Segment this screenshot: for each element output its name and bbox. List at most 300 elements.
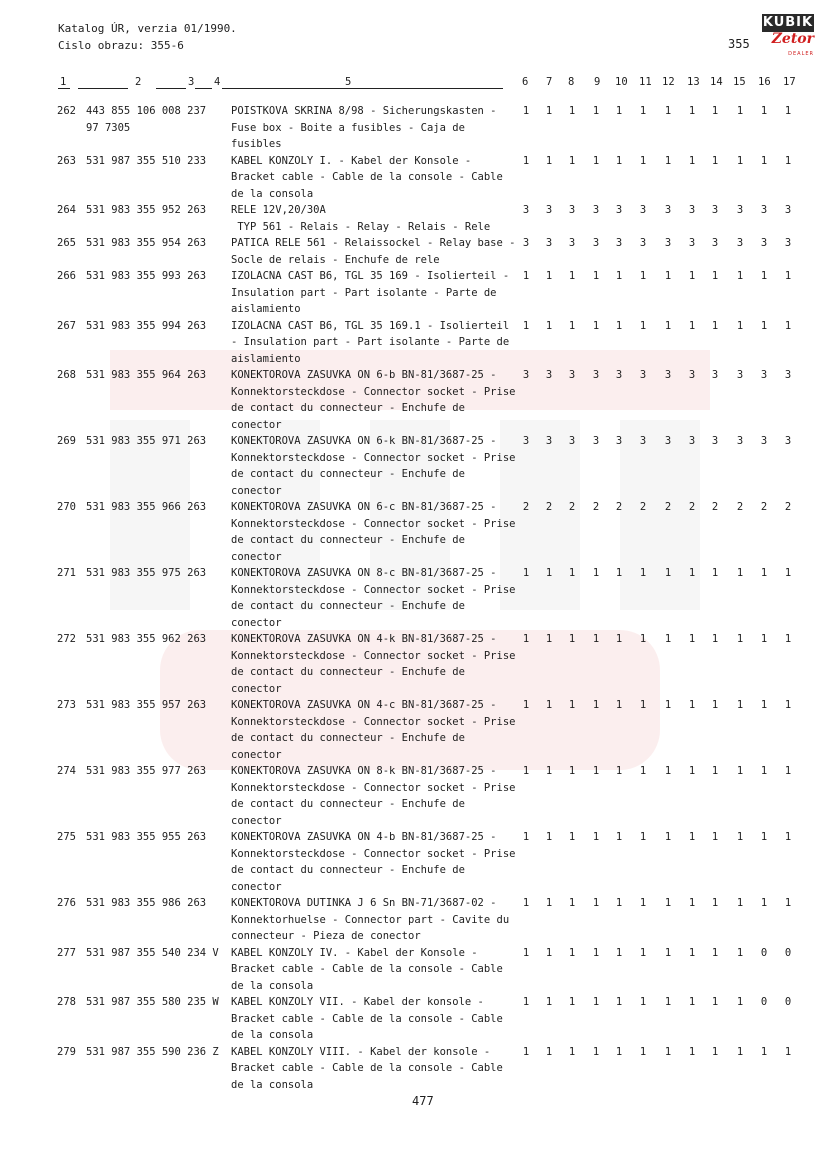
quantity-cell: 1	[736, 1045, 744, 1058]
quantity-cell: 1	[664, 897, 672, 909]
quantity-cell: 1	[736, 831, 744, 843]
quantity-cell: 1	[615, 831, 623, 843]
quantity-cell: 1	[545, 831, 553, 843]
quantity-cell: 1	[639, 699, 647, 711]
quantity-cell: 1	[784, 319, 792, 332]
quantity-cell: 1	[522, 567, 530, 579]
quantity-cell: 3	[592, 204, 600, 216]
quantity-cell: 2	[760, 501, 768, 513]
quantity-cell: 1	[760, 633, 768, 645]
quantity-cell: 1	[639, 567, 647, 579]
quantity-cell: 1	[688, 996, 696, 1008]
quantity-cell: 1	[545, 946, 553, 959]
item-number: 274	[57, 765, 76, 777]
quantity-cell: 1	[760, 319, 768, 332]
quantity-cell: 1	[639, 996, 647, 1008]
quantity-cell: 1	[615, 154, 623, 167]
column-header-14: 14	[710, 76, 723, 88]
quantity-cell: 1	[545, 633, 553, 645]
table-row	[0, 829, 826, 895]
quantity-cell: 1	[545, 996, 553, 1008]
quantity-cell: 2	[639, 501, 647, 513]
quantity-cell: 3	[545, 237, 553, 249]
item-number: 263	[57, 154, 76, 167]
column-header-6: 6	[522, 76, 529, 88]
quantity-cell: 3	[664, 237, 672, 249]
quantity-cell: 1	[711, 319, 719, 332]
column-header-13: 13	[687, 76, 700, 88]
quantity-cell: 3	[736, 204, 744, 216]
quantity-cell: 3	[545, 369, 553, 381]
quantity-cell: 1	[711, 996, 719, 1008]
table-row	[0, 367, 826, 433]
item-number: 276	[57, 897, 76, 909]
column-rule	[156, 88, 186, 89]
quantity-cell: 1	[592, 897, 600, 909]
quantity-cell: 1	[688, 765, 696, 777]
quantity-cell: 1	[711, 270, 719, 282]
part-number: 531 983 355 964 263	[86, 369, 207, 381]
quantity-cell: 1	[522, 154, 530, 167]
table-row	[0, 631, 826, 697]
quantity-cell: 1	[711, 154, 719, 167]
quantity-cell: 3	[639, 435, 647, 447]
quantity-cell: 1	[639, 105, 647, 117]
quantity-cell: 1	[639, 154, 647, 167]
quantity-cell: 3	[592, 369, 600, 381]
quantity-cell: 3	[760, 204, 768, 216]
quantity-cell: 1	[664, 765, 672, 777]
quantity-cell: 1	[688, 946, 696, 959]
quantity-cell: 1	[736, 154, 744, 167]
quantity-cell: 2	[664, 501, 672, 513]
quantity-cell: 1	[736, 765, 744, 777]
quantity-cell: 1	[592, 699, 600, 711]
quantity-cell: 1	[639, 765, 647, 777]
quantity-cell: 1	[592, 831, 600, 843]
quantity-cell: 1	[545, 765, 553, 777]
figure-number: Cislo obrazu: 355-6	[58, 39, 184, 52]
quantity-cell: 3	[784, 237, 792, 249]
quantity-cell: 1	[522, 765, 530, 777]
quantity-cell: 1	[592, 946, 600, 959]
quantity-cell: 2	[711, 501, 719, 513]
column-header-5: 5	[345, 76, 352, 88]
quantity-cell: 1	[615, 946, 623, 959]
quantity-cell: 3	[615, 237, 623, 249]
part-number: 531 983 355 971 263	[86, 435, 207, 447]
quantity-cell: 1	[568, 765, 576, 777]
quantity-cell: 3	[639, 369, 647, 381]
quantity-cell: 1	[711, 831, 719, 843]
quantity-cell: 3	[568, 237, 576, 249]
column-rule	[195, 88, 212, 89]
quantity-cell: 3	[784, 204, 792, 216]
column-header-15: 15	[733, 76, 746, 88]
quantity-cell: 1	[592, 996, 600, 1008]
quantity-cell: 1	[568, 270, 576, 282]
quantity-cell: 1	[545, 319, 553, 332]
document-header	[58, 20, 237, 54]
quantity-cell: 1	[736, 567, 744, 579]
quantity-cell: 0	[760, 996, 768, 1008]
quantity-cell: 1	[784, 765, 792, 777]
quantity-cell: 1	[639, 319, 647, 332]
quantity-cell: 3	[522, 204, 530, 216]
quantity-cell: 1	[545, 699, 553, 711]
quantity-cell: 1	[568, 105, 576, 117]
item-number: 273	[57, 699, 76, 711]
quantity-cell: 1	[615, 765, 623, 777]
table-row	[0, 1044, 826, 1094]
quantity-cell: 3	[736, 237, 744, 249]
quantity-cell: 2	[592, 501, 600, 513]
quantity-cell: 1	[784, 105, 792, 117]
quantity-cell: 1	[711, 699, 719, 711]
quantity-cell: 1	[688, 567, 696, 579]
quantity-cell: 1	[688, 154, 696, 167]
part-description: KABEL KONZOLY VIII. - Kabel der konsole - Bracket cable - Cable de la console - Cable de la consola	[231, 1045, 503, 1091]
quantity-cell: 0	[760, 946, 768, 959]
quantity-cell: 1	[784, 699, 792, 711]
quantity-cell: 1	[615, 319, 623, 332]
quantity-cell: 1	[664, 567, 672, 579]
part-number: 531 983 355 986 263	[86, 897, 207, 909]
quantity-cell: 3	[760, 237, 768, 249]
quantity-cell: 3	[688, 369, 696, 381]
part-number: 531 987 355 590 236 Z	[86, 1045, 219, 1058]
quantity-cell: 3	[568, 435, 576, 447]
quantity-cell: 1	[688, 633, 696, 645]
quantity-cell: 1	[784, 897, 792, 909]
quantity-cell: 1	[736, 319, 744, 332]
item-number: 275	[57, 831, 76, 843]
part-number: 531 983 355 966 263	[86, 501, 207, 513]
quantity-cell: 1	[711, 946, 719, 959]
quantity-cell: 1	[688, 105, 696, 117]
table-row	[0, 268, 826, 318]
quantity-cell: 3	[711, 435, 719, 447]
column-header-16: 16	[758, 76, 771, 88]
item-number: 278	[57, 996, 76, 1008]
quantity-cell: 3	[688, 204, 696, 216]
quantity-cell: 1	[592, 270, 600, 282]
part-description: KABEL KONZOLY VII. - Kabel der konsole - Bracket cable - Cable de la console - Cable de la consola	[231, 996, 503, 1041]
quantity-cell: 3	[736, 369, 744, 381]
part-description: IZOLACNA CAST B6, TGL 35 169.1 - Isolierteil - Insulation part - Part isolante - Parte de aislamiento	[231, 319, 510, 365]
quantity-cell: 1	[664, 699, 672, 711]
quantity-cell: 1	[711, 105, 719, 117]
page-number: 477	[412, 1094, 434, 1108]
quantity-cell: 1	[664, 831, 672, 843]
parts-table	[0, 103, 826, 1093]
quantity-cell: 3	[592, 435, 600, 447]
quantity-cell: 1	[592, 319, 600, 332]
quantity-cell: 1	[736, 699, 744, 711]
item-number: 266	[57, 270, 76, 282]
quantity-cell: 1	[522, 996, 530, 1008]
part-description: PATICA RELE 561 - Relaissockel - Relay base - Socle de relais - Enchufe de rele	[231, 237, 516, 266]
item-number: 270	[57, 501, 76, 513]
part-number: 531 987 355 540 234 V	[86, 946, 219, 959]
quantity-cell: 0	[784, 996, 792, 1008]
column-header-4: 4	[214, 76, 221, 88]
column-header-9: 9	[594, 76, 601, 88]
part-description: KABEL KONZOLY IV. - Kabel der Konsole - Bracket cable - Cable de la console - Cable de la consola	[231, 946, 503, 992]
quantity-cell: 3	[736, 435, 744, 447]
item-number: 271	[57, 567, 76, 579]
quantity-cell: 1	[615, 1045, 623, 1058]
part-number: 531 983 355 993 263	[86, 270, 207, 282]
quantity-cell: 1	[664, 319, 672, 332]
quantity-cell: 1	[545, 1045, 553, 1058]
quantity-cell: 1	[522, 633, 530, 645]
quantity-cell: 1	[568, 1045, 576, 1058]
quantity-cell: 3	[760, 435, 768, 447]
quantity-cell: 3	[711, 237, 719, 249]
quantity-cell: 1	[522, 1045, 530, 1058]
quantity-cell: 3	[615, 435, 623, 447]
item-number: 268	[57, 369, 76, 381]
quantity-cell: 1	[760, 105, 768, 117]
table-row	[0, 202, 826, 235]
quantity-cell: 1	[545, 270, 553, 282]
quantity-cell: 1	[615, 105, 623, 117]
quantity-cell: 1	[688, 699, 696, 711]
quantity-cell: 1	[615, 270, 623, 282]
column-header-row	[58, 74, 798, 90]
quantity-cell: 1	[760, 567, 768, 579]
column-header-1: 1	[60, 76, 67, 88]
quantity-cell: 3	[568, 369, 576, 381]
zetor-logo-text: Zetor	[771, 31, 814, 47]
quantity-cell: 1	[568, 946, 576, 959]
quantity-cell: 3	[711, 369, 719, 381]
quantity-cell: 1	[664, 1045, 672, 1058]
quantity-cell: 1	[522, 699, 530, 711]
part-description: KONEKTOROVA DUTINKA J 6 Sn BN-71/3687-02 - Konnektorhuelse - Connector part - Cavite du connecteur - Pieza de conector	[231, 897, 510, 942]
quantity-cell: 1	[545, 897, 553, 909]
part-description: IZOLACNA CAST B6, TGL 35 169 - Isolierteil - Insulation part - Part isolante - Parte de aislamiento	[231, 270, 510, 315]
quantity-cell: 1	[664, 633, 672, 645]
item-number: 269	[57, 435, 76, 447]
dealer-logo-text: DEALER	[788, 51, 814, 57]
quantity-cell: 1	[592, 567, 600, 579]
quantity-cell: 1	[568, 699, 576, 711]
quantity-cell: 1	[639, 946, 647, 959]
quantity-cell: 1	[545, 154, 553, 167]
column-header-11: 11	[639, 76, 652, 88]
quantity-cell: 1	[522, 831, 530, 843]
part-number: 531 983 355 962 263	[86, 633, 207, 645]
part-number: 531 983 355 955 263	[86, 831, 207, 843]
quantity-cell: 3	[592, 237, 600, 249]
quantity-cell: 1	[522, 319, 530, 332]
quantity-cell: 1	[592, 154, 600, 167]
item-number: 262	[57, 105, 76, 117]
quantity-cell: 1	[688, 270, 696, 282]
quantity-cell: 3	[760, 369, 768, 381]
table-row	[0, 153, 826, 203]
quantity-cell: 1	[592, 633, 600, 645]
quantity-cell: 1	[522, 270, 530, 282]
quantity-cell: 1	[639, 1045, 647, 1058]
quantity-cell: 3	[545, 204, 553, 216]
quantity-cell: 1	[545, 105, 553, 117]
column-rule	[58, 88, 70, 89]
column-rule	[222, 88, 503, 89]
catalog-version: Katalog ÚR, verzia 01/1990.	[58, 22, 237, 35]
quantity-cell: 1	[784, 1045, 792, 1058]
quantity-cell: 1	[760, 154, 768, 167]
quantity-cell: 3	[688, 435, 696, 447]
quantity-cell: 1	[664, 270, 672, 282]
quantity-cell: 1	[760, 765, 768, 777]
part-description: KONEKTOROVA ZASUVKA ON 6-k BN-81/3687-25 - Konnektorsteckdose - Connector socket - Prise de contact du connecteur - Enchufe de conector	[231, 435, 516, 497]
quantity-cell: 1	[760, 897, 768, 909]
table-row	[0, 433, 826, 499]
column-header-10: 10	[615, 76, 628, 88]
table-row	[0, 895, 826, 945]
quantity-cell: 1	[568, 897, 576, 909]
quantity-cell: 2	[688, 501, 696, 513]
part-description: KONEKTOROVA ZASUVKA ON 8-c BN-81/3687-25 - Konnektorsteckdose - Connector socket - Prise de contact du connecteur - Enchufe de conector	[231, 567, 516, 629]
quantity-cell: 1	[522, 105, 530, 117]
quantity-cell: 3	[664, 369, 672, 381]
quantity-cell: 1	[639, 897, 647, 909]
quantity-cell: 1	[664, 996, 672, 1008]
quantity-cell: 1	[522, 897, 530, 909]
part-number: 531 987 355 510 233	[86, 154, 207, 167]
item-number: 279	[57, 1045, 76, 1058]
page-code: 355	[728, 37, 750, 51]
item-number: 267	[57, 319, 76, 332]
quantity-cell: 1	[568, 154, 576, 167]
quantity-cell: 3	[639, 204, 647, 216]
quantity-cell: 1	[568, 319, 576, 332]
table-row	[0, 994, 826, 1044]
quantity-cell: 1	[688, 1045, 696, 1058]
part-number: 531 983 355 977 263	[86, 765, 207, 777]
part-number: 531 983 355 957 263	[86, 699, 207, 711]
quantity-cell: 1	[736, 270, 744, 282]
quantity-cell: 1	[736, 996, 744, 1008]
quantity-cell: 1	[784, 270, 792, 282]
quantity-cell: 1	[784, 567, 792, 579]
quantity-cell: 3	[784, 435, 792, 447]
quantity-cell: 1	[760, 270, 768, 282]
part-number: 531 983 355 954 263	[86, 237, 207, 249]
quantity-cell: 1	[736, 897, 744, 909]
column-header-12: 12	[662, 76, 675, 88]
quantity-cell: 3	[664, 204, 672, 216]
quantity-cell: 1	[522, 946, 530, 959]
quantity-cell: 1	[760, 831, 768, 843]
table-row	[0, 697, 826, 763]
column-header-3: 3	[188, 76, 195, 88]
part-number: 531 983 355 994 263	[86, 319, 207, 332]
part-description: KABEL KONZOLY I. - Kabel der Konsole - Bracket cable - Cable de la console - Cable de la consola	[231, 154, 503, 200]
quantity-cell: 1	[615, 699, 623, 711]
quantity-cell: 1	[615, 633, 623, 645]
quantity-cell: 1	[760, 699, 768, 711]
table-row	[0, 499, 826, 565]
quantity-cell: 1	[568, 996, 576, 1008]
kubik-zetor-logo	[762, 14, 814, 63]
kubik-logo-text: KUBIK	[762, 15, 814, 30]
quantity-cell: 1	[736, 946, 744, 959]
quantity-cell: 2	[568, 501, 576, 513]
quantity-cell: 1	[711, 633, 719, 645]
quantity-cell: 2	[615, 501, 623, 513]
quantity-cell: 1	[711, 567, 719, 579]
quantity-cell: 1	[760, 1045, 768, 1058]
quantity-cell: 1	[615, 897, 623, 909]
part-description: KONEKTOROVA ZASUVKA ON 4-b BN-81/3687-25 - Konnektorsteckdose - Connector socket - Prise de contact du connecteur - Enchufe de conector	[231, 831, 516, 893]
part-description: KONEKTOROVA ZASUVKA ON 8-k BN-81/3687-25 - Konnektorsteckdose - Connector socket - Prise de contact du connecteur - Enchufe de conector	[231, 765, 516, 827]
quantity-cell: 1	[592, 105, 600, 117]
part-description: KONEKTOROVA ZASUVKA ON 4-k BN-81/3687-25 - Konnektorsteckdose - Connector socket - Prise de contact du connecteur - Enchufe de conector	[231, 633, 516, 695]
item-number: 264	[57, 204, 76, 216]
quantity-cell: 1	[688, 831, 696, 843]
quantity-cell: 3	[545, 435, 553, 447]
item-number: 277	[57, 946, 76, 959]
quantity-cell: 1	[688, 319, 696, 332]
item-number: 265	[57, 237, 76, 249]
quantity-cell: 1	[568, 633, 576, 645]
quantity-cell: 1	[568, 831, 576, 843]
quantity-cell: 1	[592, 765, 600, 777]
table-row	[0, 945, 826, 995]
part-description: RELE 12V,20/30A TYP 561 - Relais - Relay - Relais - Rele	[231, 204, 491, 233]
quantity-cell: 1	[784, 154, 792, 167]
part-description: KONEKTOROVA ZASUVKA ON 6-b BN-81/3687-25 - Konnektorsteckdose - Connector socket - Prise de contact du connecteur - Enchufe de conector	[231, 369, 516, 431]
quantity-cell: 3	[664, 435, 672, 447]
quantity-cell: 1	[711, 897, 719, 909]
table-row	[0, 235, 826, 268]
quantity-cell: 1	[664, 154, 672, 167]
quantity-cell: 2	[736, 501, 744, 513]
quantity-cell: 3	[568, 204, 576, 216]
quantity-cell: 1	[736, 105, 744, 117]
part-description: POISTKOVA SKRINA 8/98 - Sicherungskasten - Fuse box - Boite a fusibles - Caja de fusibles	[231, 105, 497, 150]
part-number: 531 987 355 580 235 W	[86, 996, 219, 1008]
table-row	[0, 103, 826, 153]
quantity-cell: 1	[592, 1045, 600, 1058]
part-number: 531 983 355 952 263	[86, 204, 207, 216]
column-header-8: 8	[568, 76, 575, 88]
column-rule	[78, 88, 128, 89]
quantity-cell: 1	[568, 567, 576, 579]
quantity-cell: 3	[711, 204, 719, 216]
quantity-cell: 2	[545, 501, 553, 513]
quantity-cell: 3	[615, 369, 623, 381]
quantity-cell: 3	[784, 369, 792, 381]
column-header-2: 2	[135, 76, 142, 88]
table-row	[0, 763, 826, 829]
quantity-cell: 3	[639, 237, 647, 249]
part-number: 443 855 106 008 237 97 7305	[86, 105, 207, 134]
part-description: KONEKTOROVA ZASUVKA ON 4-c BN-81/3687-25 - Konnektorsteckdose - Connector socket - Prise de contact du connecteur - Enchufe de conector	[231, 699, 516, 761]
quantity-cell: 1	[784, 831, 792, 843]
quantity-cell: 1	[688, 897, 696, 909]
column-header-17: 17	[783, 76, 796, 88]
column-header-7: 7	[546, 76, 553, 88]
quantity-cell: 2	[784, 501, 792, 513]
quantity-cell: 3	[615, 204, 623, 216]
part-description: KONEKTOROVA ZASUVKA ON 6-c BN-81/3687-25 - Konnektorsteckdose - Connector socket - Prise de contact du connecteur - Enchufe de conector	[231, 501, 516, 563]
quantity-cell: 1	[615, 567, 623, 579]
